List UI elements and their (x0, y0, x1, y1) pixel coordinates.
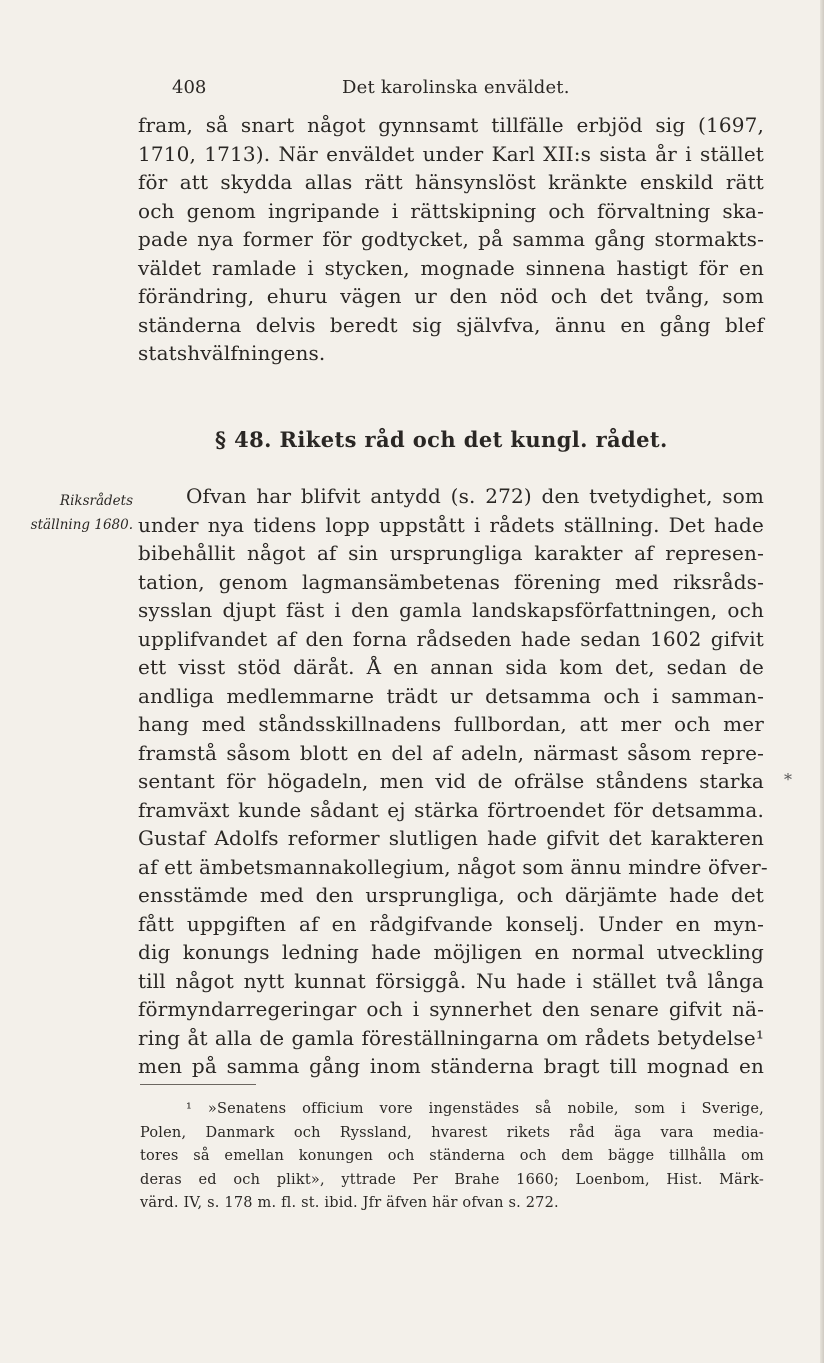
text-line: framväxt kunde sådant ej stärka förtroendet för detsamma. (138, 797, 764, 822)
text-line: väldet ramlade i stycken, mognade sinnena hastigt för en (138, 255, 764, 280)
text-line: ett visst stöd däråt. Å en annan sida kom det, sedan de (138, 655, 764, 679)
text-line: ring åt alla de gamla föreställningarna om rådets betydelse¹ (138, 1025, 764, 1050)
footnote-line: Polen, Danmark och Ryssland, hvarest rikets råd äga vara media- (140, 1124, 764, 1141)
text-line: andliga medlemmarne trädt ur detsamma och i samman- (138, 683, 764, 708)
margin-note (18, 489, 133, 537)
margin-mark: * (784, 770, 792, 789)
text-line: förmyndarregeringar och i synnerhet den senare gifvit nä- (138, 997, 764, 1021)
paragraph-2 (138, 482, 768, 1081)
page-number: 408 (172, 77, 207, 98)
footnote-line: tores så emellan konungen och ständerna och dem bägge tillhålla om (140, 1148, 764, 1164)
text-line: men på samma gång inom ständerna bragt till mognad en (138, 1054, 764, 1078)
text-line: pade nya former för godtycket, på samma gång stormakts- (138, 227, 764, 251)
text-line: Ofvan har blifvit antydd (s. 272) den tvetydighet, som (186, 484, 764, 508)
text-line: upplifvandet af den forna rådseden hade sedan 1602 gifvit (138, 626, 764, 651)
running-head: Det karolinska enväldet. (342, 77, 570, 98)
text-line: bibehållit något af sin ursprungliga karakter af represen- (138, 541, 764, 565)
margin-note-line: Riksrådets (59, 493, 133, 509)
text-line: sentant för högadeln, men vid de ofrälse ståndens starka (138, 769, 764, 793)
margin-note-line: ställning 1680. (30, 517, 133, 533)
text-line: förändring, ehuru vägen ur den nöd och det tvång, som (138, 284, 764, 308)
text-line: statshvälfningens. (138, 341, 326, 365)
text-line: sysslan djupt fäst i den gamla landskapsförfattningen, och (138, 598, 764, 622)
text-line: af ett ämbetsmannakollegium, något som ännu mindre öfver- (138, 854, 768, 879)
footnote-line: deras ed och plikt», yttrade Per Brahe 1660; Loenbom, Hist. Märk- (140, 1171, 764, 1188)
text-line: och genom ingripande i rättskipning och förvaltning ska- (138, 198, 764, 223)
page-edge (820, 0, 824, 1363)
text-line: tation, genom lagmansämbetenas förening med riksråds- (138, 569, 764, 594)
text-line: ensstämde med den ursprungliga, och därjämte hade det (138, 883, 764, 907)
text-line: till något nytt kunnat försiggå. Nu hade i stället två långa (138, 968, 764, 993)
text-line: 1710, 1713). När enväldet under Karl XII:s sista år i stället (138, 141, 764, 166)
footnote-line: ¹ »Senatens officium vore ingenstädes så nobile, som i Sverige, (186, 1101, 764, 1117)
text-line: ständerna delvis beredt sig självfva, ännu en gång blef (138, 312, 764, 337)
text-line: för att skydda allas rätt hänsynslöst kränkte enskild rätt (138, 170, 764, 194)
footnote (140, 1098, 764, 1216)
text-line: hang med ståndsskillnadens fullbordan, att mer och mer (138, 712, 764, 736)
footnote-divider (140, 1084, 256, 1085)
text-line: under nya tidens lopp uppstått i rådets ställning. Det hade (138, 512, 764, 537)
text-line: Gustaf Adolfs reformer slutligen hade gifvit det karakteren (138, 826, 764, 850)
text-line: fått uppgiften af en rådgifvande konselj. Under en myn- (138, 911, 764, 936)
text-line: framstå såsom blott en del af adeln, närmast såsom repre- (138, 740, 764, 765)
text-line: dig konungs ledning hade möjligen en normal utveckling (138, 940, 764, 964)
footnote-line: värd. IV, s. 178 m. fl. st. ibid. Jfr äfven här ofvan s. 272. (140, 1195, 559, 1211)
section-heading: § 48. Rikets råd och det kungl. rådet. (215, 427, 668, 452)
text-line: fram, så snart något gynnsamt tillfälle erbjöd sig (1697, (138, 113, 764, 137)
paragraph-1 (138, 111, 764, 368)
